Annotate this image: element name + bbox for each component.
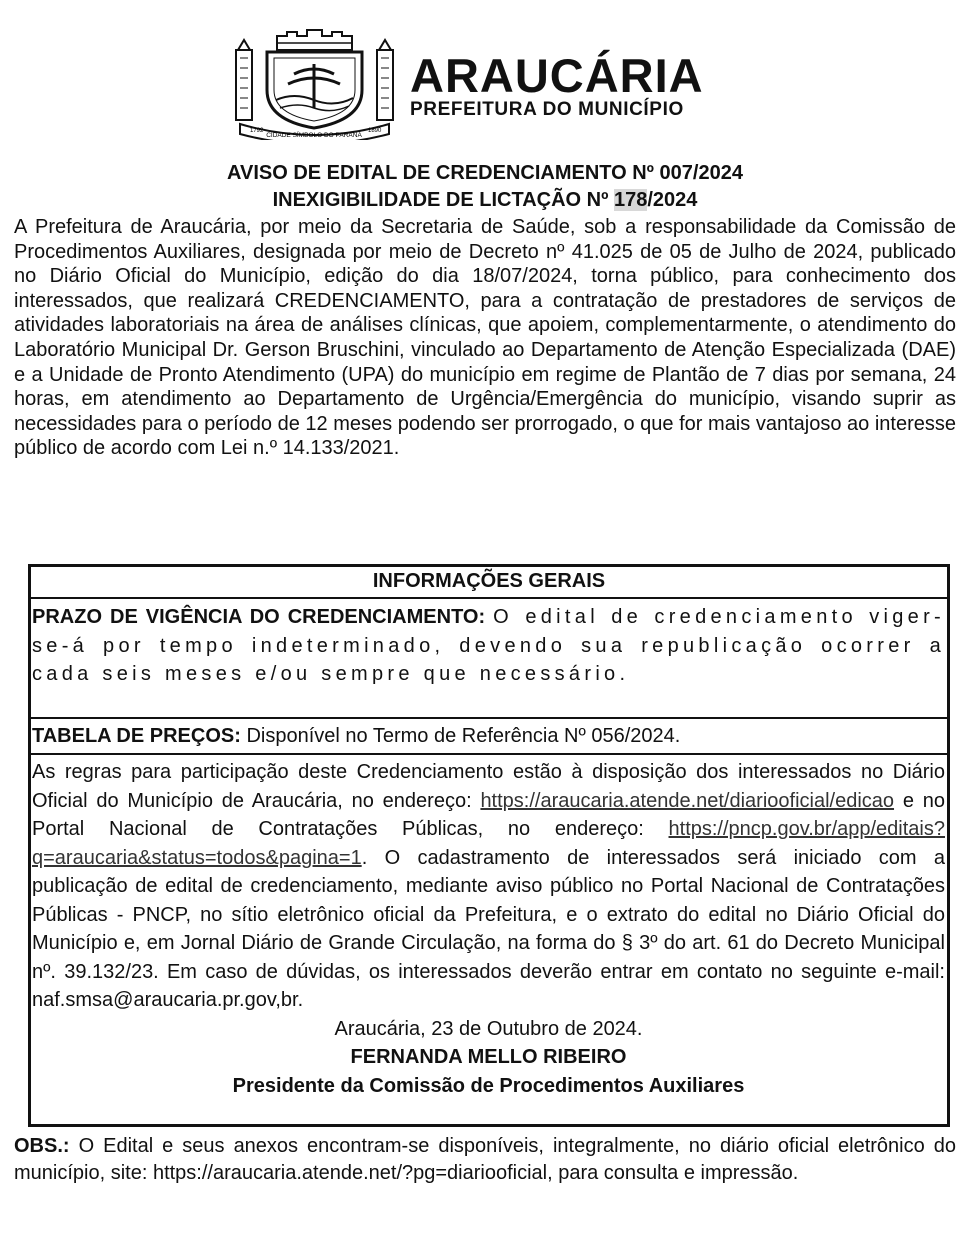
price-table-label: TABELA DE PREÇOS:	[32, 725, 241, 747]
pncp-link[interactable]: https://pncp.gov.br/app/editais?q=araucaria&status=todos&pagina=1	[32, 818, 945, 869]
validity-label: PRAZO DE VIGÊNCIA DO CREDENCIAMENTO:	[32, 606, 486, 628]
municipal-coat-of-arms	[232, 28, 397, 140]
obs-label: OBS.:	[14, 1135, 70, 1157]
rules-text-1: As regras para participação deste Credenciamento estão à disposição dos interessados no Diário Oficial do Município de Araucária, no endereço:	[32, 761, 945, 812]
brand-name: ARAUCÁRIA	[410, 49, 704, 102]
date-line: Araucária, 23 de Outubro de 2024.	[334, 1017, 643, 1040]
brand-subtitle: PREFEITURA DO MUNICÍPIO	[410, 99, 684, 120]
obs-text: O Edital e seus anexos encontram-se disponíveis, integralmente, no diário oficial eletrônico do município, site: https://araucaria.atende.net/?pg=diariooficial, para consulta e impressão.	[14, 1135, 957, 1184]
subtitle-suffix: /2024	[647, 189, 698, 211]
highlighted-number: 178	[613, 189, 648, 211]
notice-title: AVISO DE EDITAL DE CREDENCIAMENTO Nº 007/2024	[227, 162, 743, 184]
subtitle-prefix: INEXIGIBILIDADE DE LICTAÇÃO Nº	[272, 189, 614, 211]
svg-text:CIDADE SÍMBOLO DO PARANÁ: CIDADE SÍMBOLO DO PARANÁ	[266, 132, 362, 139]
signer-name: FERNANDA MELLO RIBEIRO	[350, 1046, 627, 1068]
general-info-box	[28, 564, 950, 1127]
svg-text:1890: 1890	[368, 128, 382, 134]
general-info-heading: INFORMAÇÕES GERAIS	[31, 567, 947, 599]
svg-text:1792: 1792	[250, 128, 264, 134]
rules-text-3: . O cadastramento de interessados será iniciado com a publicação de edital de credenciamento, mediante aviso público no Portal Nacional de Contratações Públicas - PNCP, no sítio eletrônico oficial da Prefeitura, e o extrato do edital no Diário Oficial do Município e, em Jornal Diário de Grande Circulação, na forma do § 3º do art. 61 do Decreto Municipal nº. 39.132/23. Em caso de dúvidas, os interessados deverão entrar em contato no seguinte e-mail: naf.smsa@araucaria.pr.gov,br.	[32, 846, 945, 1011]
signer-role: Presidente da Comissão de Procedimentos Auxiliares	[232, 1074, 745, 1097]
notice-subtitle	[0, 187, 970, 213]
price-table-text: Disponível no Termo de Referência Nº 056/2024.	[246, 725, 681, 747]
rules-section	[31, 755, 947, 1124]
validity-text: O edital de credenciamento viger-se-á por tempo indeterminado, devendo sua republicação ocorrer a cada seis meses e/ou sempre que necessário.	[32, 606, 946, 685]
observation-note	[14, 1133, 956, 1187]
rules-text-2: e no Portal Nacional de Contratações Públicas, no endereço:	[32, 789, 945, 840]
header	[232, 28, 752, 140]
validity-period-section	[31, 599, 947, 719]
diario-oficial-link[interactable]: https://araucaria.atende.net/diariooficial/edicao	[480, 789, 895, 812]
price-table-section	[31, 719, 947, 755]
rules-paragraph	[32, 758, 945, 1015]
intro-paragraph: A Prefeitura de Araucária, por meio da Secretaria de Saúde, sob a responsabilidade da Comissão de Procedimentos Auxiliares, designada por meio de Decreto nº 41.025 de 05 de Julho de 2024, publicado no Diário Oficial do Município, edição do dia 18/07/2024, torna público, para conhecimento dos interessados, que realizará CREDENCIAMENTO, para a contratação de prestadores de serviços de atividades laboratoriais na área de análises clínicas, que apoiem, complementarmente, o atendimento do Laboratório Municipal Dr. Gerson Bruschini, vinculado ao Departamento de Atenção Especializada (DAE) e a Unidade de Pronto Atendimento (UPA) do município em regime de Plantão de 7 dias por semana, 24 horas, em atendimento ao Departamento de Urgência/Emergência do município, visando suprir as necessidades para o período de 12 meses podendo ser prorrogado, o que for mais vantajoso ao interesse público de acordo com Lei n.º 14.133/2021.	[14, 216, 956, 460]
